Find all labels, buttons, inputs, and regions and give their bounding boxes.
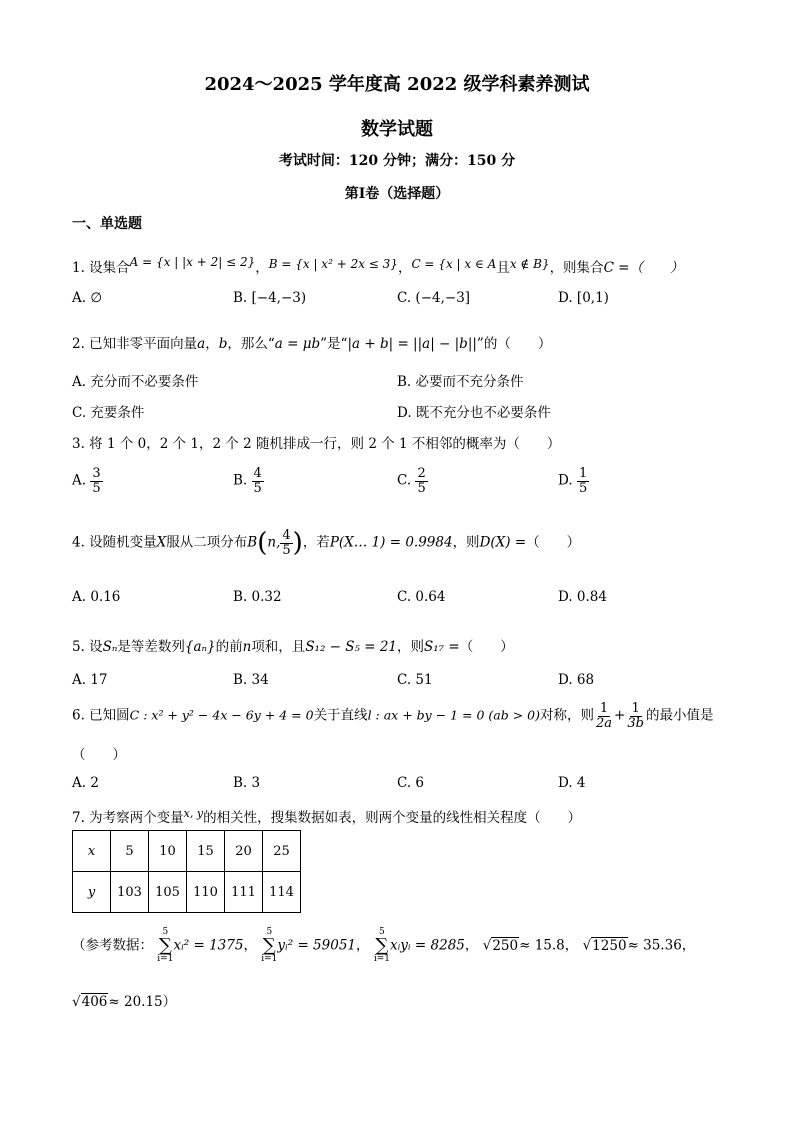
- q2-text-a: 2. 已知非零平面向量: [72, 336, 198, 352]
- table-row: [73, 831, 301, 872]
- table-cell: 25: [263, 831, 301, 872]
- q3-option-b[interactable]: [233, 467, 264, 495]
- q1-option-a[interactable]: A. ∅: [72, 290, 103, 306]
- sum-top: 5: [266, 927, 273, 937]
- question-1: 1. 设集合A = {x | |x + 2| ≤ 2}，B = {x | x² + 2x ≤ 3}，C = {x | x ∈ A且x ∉ B}，则集合C =（ ）: [72, 255, 684, 276]
- exam-title: 2024～2025 学年度高 2022 级学科素养测试: [204, 74, 590, 95]
- q3-option-d[interactable]: [558, 467, 589, 495]
- table-cell: 5: [111, 831, 149, 872]
- q1-option-b[interactable]: B. [−4,−3): [233, 290, 307, 306]
- sqrt-symbol: √: [582, 937, 592, 954]
- q5-text-a: 5. 设: [72, 639, 103, 655]
- reference-data-cont: [72, 990, 176, 1010]
- q5-text-e: ，则: [397, 639, 425, 655]
- q4-option-b[interactable]: B. 0.32: [233, 589, 282, 605]
- q1-and: 且: [496, 260, 510, 276]
- q2-text-c: ”是“: [320, 336, 348, 352]
- ref-comma: ，: [356, 937, 370, 954]
- table-cell: 20: [225, 831, 263, 872]
- table-cell: 103: [111, 872, 149, 913]
- q5-text-d: 项和，且: [251, 639, 306, 655]
- q4-dist-pre: B: [247, 534, 258, 551]
- q6-option-d[interactable]: D. 4: [558, 775, 586, 791]
- q4-text-b: 服从二项分布: [166, 534, 248, 551]
- q5-text-b: 是等差数列: [117, 639, 185, 655]
- q3-option-a-fraction: [90, 467, 102, 495]
- q1-set-a: A = {x | |x + 2| ≤ 2}: [129, 255, 256, 269]
- q2-sep: ，: [205, 336, 219, 352]
- sqrt-symbol: √: [482, 937, 492, 954]
- sqrt-symbol: √: [72, 994, 81, 1010]
- q4-var: X: [156, 534, 167, 551]
- q5-text-c: 的前: [215, 639, 243, 655]
- q6-fraction-2: [625, 702, 646, 730]
- q1-option-d[interactable]: D. [0,1): [558, 290, 609, 306]
- q5-text-f: （ ）: [459, 639, 514, 655]
- sum-top: 5: [379, 927, 385, 937]
- q5-option-b[interactable]: B. 34: [233, 672, 269, 688]
- q2-cond2: |a + b| = ||a| − |b||: [347, 336, 477, 352]
- q4-dx: D(X) =: [479, 534, 527, 551]
- q2-cond1: a = μb: [274, 336, 321, 352]
- q6-plus: +: [614, 707, 626, 724]
- q6-text-b: 关于直线: [313, 707, 368, 724]
- q4-text-d: ，则: [452, 534, 480, 551]
- q3-option-c[interactable]: [397, 467, 428, 495]
- ref-sum-3: xᵢyᵢ = 8285: [389, 937, 465, 954]
- q6-line: l : ax + by − 1 = 0 (ab > 0): [367, 707, 541, 723]
- question-5: [72, 635, 514, 655]
- sum-symbol: 5 ∑ i=1: [261, 927, 278, 964]
- q1-post: ，则集合: [549, 260, 604, 276]
- q1-ask: C =（ ）: [603, 260, 684, 276]
- q4-option-c[interactable]: C. 0.64: [397, 589, 446, 605]
- q6-paren: （ ）: [72, 747, 126, 763]
- q5-option-c[interactable]: C. 51: [397, 672, 433, 688]
- q2-option-b[interactable]: B. 必要而不充分条件: [397, 374, 524, 390]
- q4-text-e: （ ）: [526, 534, 581, 551]
- ref-sqrt-3-radicand: 406: [81, 994, 108, 1010]
- sum-bottom: i=1: [261, 954, 278, 964]
- q6-text-d: 的最小值是: [645, 707, 714, 724]
- q6-text-a: 6. 已知圆: [72, 707, 130, 724]
- table-cell: 15: [187, 831, 225, 872]
- table-cell: 114: [263, 872, 301, 913]
- question-6: [72, 702, 713, 730]
- q7-text-a: 7. 为考察两个变量: [72, 810, 184, 826]
- q4-text-c: ，若: [302, 534, 330, 551]
- q6-option-a[interactable]: A. 2: [72, 775, 99, 791]
- reference-data: [72, 928, 695, 964]
- q6-f2-den: 3b: [627, 715, 644, 731]
- q2-vec-a: a: [197, 336, 206, 352]
- q3-a-num: 3: [92, 466, 101, 481]
- q2-text-d: ”的（ ）: [476, 336, 552, 352]
- q5-option-d[interactable]: D. 68: [558, 672, 595, 688]
- q4-option-a[interactable]: A. 0.16: [72, 589, 121, 605]
- question-4: 4. 设随机变量X服从二项分布B(n, $\frac{4}{5}$ )，若P(X… 1) = 0.9984，则D(X) =（ ）: [72, 527, 581, 558]
- table-cell-x-label: x: [73, 831, 111, 872]
- q5-option-a[interactable]: A. 17: [72, 672, 108, 688]
- ref-sum-1: xᵢ² = 1375: [173, 937, 244, 954]
- q2-option-d[interactable]: D. 既不充分也不必要条件: [397, 405, 551, 421]
- q4-prob: P(X… 1) = 0.9984: [329, 534, 453, 551]
- q5-ask: S₁₇ =: [424, 639, 460, 655]
- q3-option-c-fraction: [415, 467, 427, 495]
- q7-text-b: 的相关性，搜集数据如表，则两个变量的线性相关程度（ ）: [203, 810, 582, 826]
- ref-comma: ，: [464, 937, 479, 954]
- data-table: [72, 830, 301, 913]
- q1-prefix: 1. 设集合: [72, 260, 130, 276]
- ref-prefix: （参考数据：: [72, 937, 153, 954]
- q6-fraction-1: [594, 702, 614, 730]
- question-3: 3. 将 1 个 0，2 个 1，2 个 2 随机排成一行，则 2 个 1 不相邻的概率为（ ）: [72, 436, 561, 452]
- q6-text-c: 对称，则: [540, 707, 595, 724]
- q4-fraction: [280, 529, 292, 557]
- ref-sqrt-3-value: ≈ 20.15）: [108, 994, 177, 1010]
- ref-sqrt-1-value: ≈ 15.8: [519, 937, 565, 954]
- q3-option-d-label: D.: [558, 472, 573, 489]
- q4-frac-num: 4: [282, 527, 291, 543]
- q6-f1-num: 1: [599, 701, 609, 716]
- q4-option-d[interactable]: D. 0.84: [558, 589, 607, 605]
- table-cell: 110: [187, 872, 225, 913]
- q6-option-b[interactable]: B. 3: [233, 775, 261, 791]
- q5-cond: S₁₂ − S₅ = 21: [305, 639, 398, 655]
- q3-b-den: 5: [253, 480, 262, 496]
- q3-d-den: 5: [578, 480, 588, 496]
- q4-text-a: 4. 设随机变量: [72, 534, 157, 551]
- table-cell: 111: [225, 872, 263, 913]
- q3-option-a-label: A.: [72, 472, 87, 489]
- q2-option-a[interactable]: A. 充分而不必要条件: [72, 374, 199, 390]
- q7-vars: x, y: [183, 807, 204, 820]
- q5-sn: Sₙ: [102, 639, 118, 655]
- table-cell: 10: [149, 831, 187, 872]
- q6-f2-num: 1: [631, 701, 640, 716]
- q3-option-d-fraction: [577, 467, 589, 495]
- q1-set-c-tail: x ∉ B}: [509, 257, 550, 271]
- q3-c-num: 2: [417, 466, 426, 481]
- ref-comma: ，: [681, 937, 696, 954]
- ref-comma: ，: [243, 937, 257, 954]
- q2-vec-b: b: [218, 336, 228, 352]
- q3-option-b-fraction: [252, 467, 264, 495]
- q2-option-c[interactable]: C. 充要条件: [72, 405, 145, 421]
- ref-sqrt-2-radicand: 1250: [592, 937, 627, 954]
- sum-symbol: 5 ∑ i=1: [157, 927, 174, 964]
- table-cell-y-label: y: [73, 872, 111, 913]
- sum-bottom: i=1: [373, 954, 390, 964]
- q6-f1-den: 2a: [596, 715, 613, 731]
- q3-b-num: 4: [253, 466, 262, 481]
- q3-option-a[interactable]: [72, 467, 103, 495]
- question-7: [72, 806, 581, 826]
- volume-label: 第Ⅰ卷（选择题）: [344, 186, 450, 202]
- q1-set-b: B = {x | x² + 2x ≤ 3}: [268, 257, 398, 271]
- q3-d-num: 1: [578, 466, 588, 481]
- table-row: [73, 872, 301, 913]
- table-cell: 105: [149, 872, 187, 913]
- q2-text-b: ，那么“: [227, 336, 275, 352]
- ref-sum-2: yᵢ² = 59051: [277, 937, 357, 954]
- exam-info: 考试时间：120 分钟；满分：150 分: [278, 153, 516, 169]
- q5-an: {aₙ}: [184, 639, 216, 655]
- ref-sqrt-1-radicand: 250: [492, 937, 519, 954]
- question-2: [72, 332, 551, 352]
- q1-set-c: C = {x | x ∈ A: [411, 257, 497, 271]
- q3-option-c-label: C.: [397, 472, 412, 489]
- sum-symbol: 5 ∑ i=1: [373, 927, 390, 964]
- q4-frac-den: 5: [282, 542, 291, 558]
- sum-bottom: i=1: [157, 954, 174, 964]
- subject-title: 数学试题: [361, 119, 433, 140]
- q3-option-b-label: B.: [233, 472, 248, 489]
- q3-c-den: 5: [417, 480, 426, 496]
- q3-a-den: 5: [92, 480, 101, 496]
- q6-option-c[interactable]: C. 6: [397, 775, 425, 791]
- q4-dist-n: n,: [267, 534, 281, 551]
- q6-circle: C : x² + y² − 4x − 6y + 4 = 0: [129, 707, 314, 723]
- q1-option-c[interactable]: C. (−4,−3]: [397, 290, 471, 306]
- q5-n: n: [242, 639, 252, 655]
- sum-top: 5: [162, 927, 169, 937]
- ref-sqrt-2-value: ≈ 35.36: [627, 937, 682, 954]
- ref-comma: ，: [564, 937, 579, 954]
- section-heading: 一、单选题: [72, 216, 142, 232]
